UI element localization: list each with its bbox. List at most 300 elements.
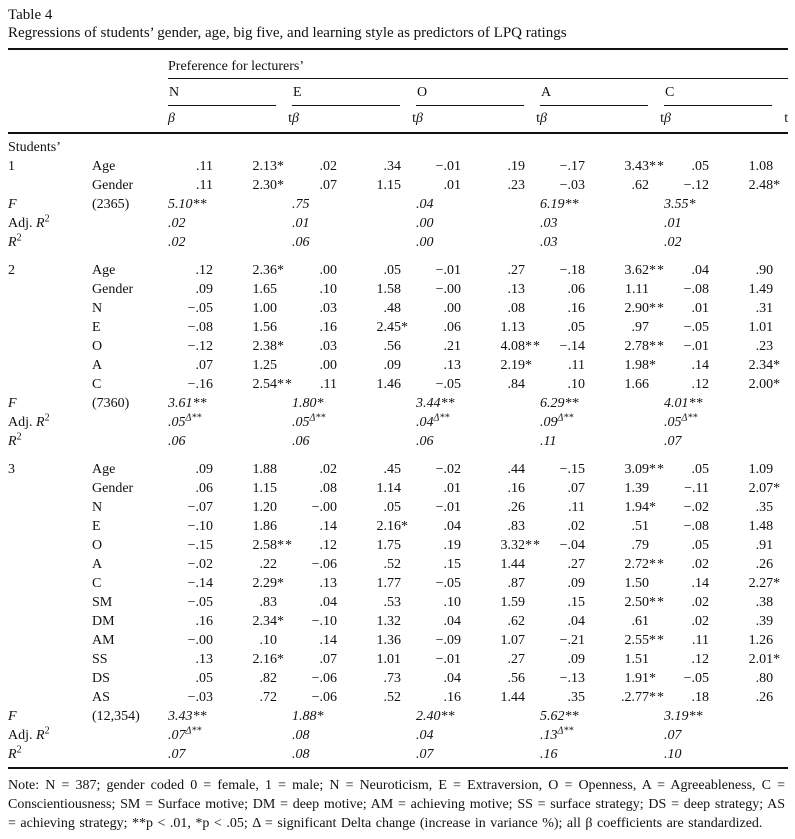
m2-C-O-t-stars xyxy=(525,375,540,394)
m3-SS-E-t-value: 1.01 xyxy=(376,652,401,667)
m3-Age-C-t-value: 1.09 xyxy=(748,462,774,477)
m2-R2-N: .06 xyxy=(168,434,186,449)
m2-E-A-beta: .05 xyxy=(567,320,585,335)
m1-F-O: .04 xyxy=(416,197,434,212)
m1-Age-A-beta: −.17 xyxy=(559,159,585,174)
r2-label xyxy=(8,233,92,252)
m3-SM-N-beta: −.05 xyxy=(187,595,213,610)
m3-SS-A-t xyxy=(585,650,664,669)
m2-R2-O: .06 xyxy=(416,434,434,449)
m3-N-C-t xyxy=(709,498,788,517)
m3-AS-A-t xyxy=(585,688,664,707)
m3-N-A-t-stars: * xyxy=(649,500,657,515)
r2-spacer xyxy=(92,233,168,252)
m2-O-O-beta: .21 xyxy=(443,339,461,354)
m3-DM-O-t-value: .62 xyxy=(507,614,525,629)
m2-O-A-t-value: 2.78 xyxy=(624,339,649,354)
m2-A-A-t xyxy=(585,356,664,375)
m3-N-O-t-stars xyxy=(525,498,540,517)
m2-A-E-t xyxy=(337,356,416,375)
f-df: (12,354) xyxy=(92,709,140,724)
m3-SS-O-t-value: .27 xyxy=(507,652,525,667)
m3-Age-A-t-stars: ** xyxy=(649,462,665,477)
model-spacer xyxy=(8,299,92,318)
m2-N-N-t-value: 1.00 xyxy=(252,301,277,316)
m2-C-N-t-stars: ** xyxy=(277,377,293,392)
f-label xyxy=(8,394,92,413)
m3-DS-E-t-value: .73 xyxy=(383,671,401,686)
m2-adjR2-C xyxy=(664,413,788,432)
model-spacer xyxy=(8,337,92,356)
m3-SM-C-t-stars xyxy=(773,593,788,612)
m3-N-N-t-stars xyxy=(277,498,292,517)
m3-E-O-t-stars xyxy=(525,517,540,536)
m3-A-N-t-value: .22 xyxy=(259,557,277,572)
m2-C-C-t xyxy=(709,375,788,394)
m3-DS-C-t xyxy=(709,669,788,688)
m2-adjR2-O xyxy=(416,413,540,432)
m3-Age-C-t xyxy=(709,460,788,479)
m1-R2-C: .02 xyxy=(664,235,682,250)
data-row xyxy=(8,593,788,612)
predictor-label: O xyxy=(92,339,103,354)
m3-DM-O-t xyxy=(461,612,540,631)
m3-AS-O-t-stars xyxy=(525,688,540,707)
m2-adjR2-E-sup: Δ** xyxy=(309,412,326,424)
model-spacer xyxy=(8,536,92,555)
m2-N-O-t-stars xyxy=(525,299,540,318)
data-row xyxy=(8,356,788,375)
m3-R2-N: .07 xyxy=(168,745,292,768)
m3-Gender-N-beta: .06 xyxy=(195,481,213,496)
m1-Age-N-t xyxy=(213,157,292,176)
m2-adjR2-O-value: .04 xyxy=(416,415,434,430)
m3-AM-O-t-stars xyxy=(525,631,540,650)
m2-Age-A-beta: −.18 xyxy=(559,263,585,278)
m1-Age-E-t-stars xyxy=(401,157,416,176)
m3-DS-O-t-value: .56 xyxy=(507,671,525,686)
m2-A-O-t-value: 2.19 xyxy=(500,358,525,373)
m2-R2-C: .07 xyxy=(664,434,682,449)
m3-AS-E-t-value: .52 xyxy=(383,690,401,705)
beta-header-O: β xyxy=(416,106,461,133)
m2-N-A-t-stars: ** xyxy=(649,301,665,316)
predictor-label: SM xyxy=(92,595,113,610)
m3-F-C: 3.19** xyxy=(664,709,703,724)
m2-Age-N-t-value: 2.36 xyxy=(252,263,277,278)
m3-AS-N-beta: −.03 xyxy=(187,690,213,705)
m1-adjR2-A: .03 xyxy=(540,216,558,231)
m3-SM-O-beta: .10 xyxy=(443,595,461,610)
block-gap-row xyxy=(8,451,788,460)
m1-Age-N-beta: .11 xyxy=(196,159,213,174)
m2-Age-E-t-value: .05 xyxy=(383,263,401,278)
m1-Age-C-t-value: 1.08 xyxy=(748,159,774,174)
m3-AS-E-t xyxy=(337,688,416,707)
m3-Age-O-t xyxy=(461,460,540,479)
adj-r2-label xyxy=(8,413,92,432)
data-row xyxy=(8,669,788,688)
m1-Age-E-t-value: .34 xyxy=(383,159,401,174)
m2-Gender-E-beta: .10 xyxy=(319,282,337,297)
f-df: (2365) xyxy=(92,197,130,212)
m3-SS-E-t-stars xyxy=(401,650,416,669)
m2-A-N-t xyxy=(213,356,292,375)
m2-E-E-beta: .16 xyxy=(319,320,337,335)
m3-AS-O-t-value: 1.44 xyxy=(500,690,525,705)
m3-AM-O-t xyxy=(461,631,540,650)
m2-Age-E-beta: .00 xyxy=(319,263,337,278)
m2-C-E-t xyxy=(337,375,416,394)
m2-A-O-beta: .13 xyxy=(443,358,461,373)
group-spacer xyxy=(8,79,168,107)
m2-E-A-t-value: .97 xyxy=(631,320,649,335)
r2-spacer xyxy=(92,432,168,451)
subheader-row xyxy=(8,106,788,133)
m2-C-C-t-value: 2.00 xyxy=(748,377,774,392)
m3-AS-E-t-stars xyxy=(401,688,416,707)
m3-C-O-beta: −.05 xyxy=(435,576,461,591)
t-header-O: t xyxy=(461,106,540,133)
m3-AS-A-t-value: .2.77 xyxy=(621,690,649,705)
m3-A-C-t-stars xyxy=(773,555,788,574)
m3-SS-O-t xyxy=(461,650,540,669)
m2-adjR2-O-sup: Δ** xyxy=(433,412,450,424)
m3-Gender-C-t-stars: * xyxy=(773,481,782,496)
m3-SM-E-t xyxy=(337,593,416,612)
m2-E-E-t-stars: * xyxy=(401,320,409,335)
table-header xyxy=(8,49,788,133)
m3-N-N-beta: −.07 xyxy=(187,500,213,515)
m3-DM-A-t-value: .61 xyxy=(631,614,649,629)
m2-F-C: 4.01** xyxy=(664,396,703,411)
m2-O-C-beta: −.01 xyxy=(683,339,709,354)
m2-R2-A: .11 xyxy=(540,434,557,449)
m3-A-N-beta: −.02 xyxy=(187,557,213,572)
m1-Age-C-t xyxy=(709,157,788,176)
stat-label-sup: 2 xyxy=(44,725,50,737)
m3-Gender-C-t xyxy=(709,479,788,498)
m3-N-A-t-value: 1.94 xyxy=(624,500,649,515)
section-label: Students’ xyxy=(8,140,61,155)
data-row xyxy=(8,460,788,479)
m2-adjR2-N-value: .05 xyxy=(168,415,186,430)
model-spacer xyxy=(8,555,92,574)
table-number: Table 4 xyxy=(8,7,53,23)
m2-C-E-t-value: 1.46 xyxy=(376,377,401,392)
m2-Age-N-beta: .12 xyxy=(195,263,213,278)
m2-Gender-A-t-value: 1.11 xyxy=(625,282,649,297)
m3-SS-C-beta: .12 xyxy=(691,652,709,667)
m2-E-C-t xyxy=(709,318,788,337)
data-row xyxy=(8,688,788,707)
m1-Gender-E-t-value: 1.15 xyxy=(376,178,401,193)
m3-SM-E-beta: .04 xyxy=(319,595,337,610)
m2-R2-E: .06 xyxy=(292,434,310,449)
table-body xyxy=(8,133,788,768)
m2-Gender-N-beta: .09 xyxy=(195,282,213,297)
m1-Gender-C-beta: −.12 xyxy=(683,178,709,193)
stat-label-letter: R xyxy=(36,728,45,743)
stat-label-letter: R xyxy=(36,216,45,231)
m3-SM-A-t-value: 2.50 xyxy=(624,595,649,610)
model-spacer xyxy=(8,498,92,517)
model-spacer xyxy=(8,631,92,650)
m3-N-E-beta: −.00 xyxy=(311,500,337,515)
stat-label-sup: 2 xyxy=(44,412,50,424)
data-row xyxy=(8,555,788,574)
m2-Age-C-t-stars xyxy=(773,261,788,280)
m3-SM-N-t-value: .83 xyxy=(259,595,277,610)
adj-r2-spacer xyxy=(92,214,168,233)
m3-AM-N-beta: −.00 xyxy=(187,633,213,648)
m3-Age-N-t xyxy=(213,460,292,479)
m3-AM-O-t-value: 1.07 xyxy=(500,633,525,648)
m2-adjR2-C-sup: Δ** xyxy=(681,412,698,424)
m1-F-E: .75 xyxy=(292,197,310,212)
m3-N-O-beta: −.01 xyxy=(435,500,461,515)
m1-Age-N-t-value: 2.13 xyxy=(252,159,277,174)
model-spacer xyxy=(8,612,92,631)
m1-Age-O-beta: −.01 xyxy=(435,159,461,174)
m2-O-E-beta: .03 xyxy=(319,339,337,354)
beta-header-A: β xyxy=(540,106,585,133)
data-row xyxy=(8,318,788,337)
m3-A-E-t-value: .52 xyxy=(383,557,401,572)
adj-r2-row xyxy=(8,214,788,233)
m2-F-N: 3.61** xyxy=(168,396,207,411)
stat-label-prefix: Adj. xyxy=(8,728,36,743)
m2-E-C-t-stars xyxy=(773,318,788,337)
group-header-E xyxy=(292,79,416,107)
m3-AM-C-t xyxy=(709,631,788,650)
m3-O-E-t-stars xyxy=(401,536,416,555)
m3-F-O: 2.40** xyxy=(416,709,455,724)
m3-N-C-t-stars xyxy=(773,498,788,517)
m2-E-O-t-stars xyxy=(525,318,540,337)
m2-Gender-O-beta: −.00 xyxy=(435,282,461,297)
m3-adjR2-N-sup: Δ** xyxy=(185,725,202,737)
m1-Gender-O-t-value: .23 xyxy=(507,178,525,193)
m3-C-N-beta: −.14 xyxy=(187,576,213,591)
m3-E-N-t-value: 1.86 xyxy=(252,519,277,534)
m3-SM-A-t xyxy=(585,593,664,612)
stat-label-letter: R xyxy=(36,415,45,430)
m2-E-C-beta: −.05 xyxy=(683,320,709,335)
m3-DM-A-t-stars xyxy=(649,612,664,631)
t-header-N: t xyxy=(213,106,292,133)
m1-Age-A-t xyxy=(585,157,664,176)
m3-A-N-t xyxy=(213,555,292,574)
m2-N-A-t-value: 2.90 xyxy=(624,301,649,316)
m3-DM-E-beta: −.10 xyxy=(311,614,337,629)
m1-Gender-C-t xyxy=(709,176,788,195)
m3-C-E-t-stars xyxy=(401,574,416,593)
m3-C-A-t-value: 1.50 xyxy=(624,576,649,591)
m3-SS-N-t-value: 2.16 xyxy=(252,652,277,667)
m1-F-C: 3.55* xyxy=(664,197,696,212)
m3-DM-E-t-stars xyxy=(401,612,416,631)
data-row xyxy=(8,299,788,318)
m3-E-A-t xyxy=(585,517,664,536)
m2-O-O-t xyxy=(461,337,540,356)
m2-Age-C-t-value: .90 xyxy=(755,263,774,278)
m3-C-C-t-stars: * xyxy=(773,576,782,591)
m3-DS-C-t-stars xyxy=(773,669,788,688)
m1-Age-E-beta: .02 xyxy=(319,159,337,174)
m2-Age-A-t-value: 3.62 xyxy=(624,263,649,278)
m2-Age-O-t xyxy=(461,261,540,280)
m2-Gender-E-t-stars xyxy=(401,280,416,299)
m1-F-A: 6.19** xyxy=(540,197,579,212)
m3-SS-N-t xyxy=(213,650,292,669)
data-row xyxy=(8,337,788,356)
m3-N-E-t xyxy=(337,498,416,517)
m3-E-C-beta: −.08 xyxy=(683,519,709,534)
m1-Gender-N-beta: .11 xyxy=(196,178,213,193)
m3-R2-A: .16 xyxy=(540,745,664,768)
m2-Age-E-t-stars xyxy=(401,261,416,280)
m3-SS-E-t xyxy=(337,650,416,669)
m3-E-A-t-value: .51 xyxy=(631,519,649,534)
m3-Age-A-beta: −.15 xyxy=(559,462,585,477)
m2-Age-C-beta: .04 xyxy=(691,263,709,278)
r2-label xyxy=(8,432,92,451)
m2-A-C-t xyxy=(709,356,788,375)
group-label-O: O xyxy=(416,83,524,106)
adj-r2-label xyxy=(8,726,92,745)
m3-C-A-t xyxy=(585,574,664,593)
predictor-label: Gender xyxy=(92,481,134,496)
f-letter: F xyxy=(8,396,17,411)
model-spacer xyxy=(8,375,92,394)
m3-C-E-t-value: 1.77 xyxy=(376,576,401,591)
m1-Age-C-t-stars xyxy=(773,157,788,176)
m2-E-A-t-stars xyxy=(649,318,664,337)
m1-Age-A-t-stars: ** xyxy=(649,159,665,174)
m2-C-C-t-stars: * xyxy=(773,377,782,392)
m3-E-O-beta: .04 xyxy=(443,519,461,534)
m2-A-A-t-stars: * xyxy=(649,358,657,373)
m2-adjR2-N-sup: Δ** xyxy=(185,412,202,424)
data-row xyxy=(8,574,788,593)
m3-Gender-N-t xyxy=(213,479,292,498)
m3-SS-C-t-stars: * xyxy=(773,652,782,667)
beta-header-E: β xyxy=(292,106,337,133)
m2-E-O-beta: .06 xyxy=(443,320,461,335)
r2-label xyxy=(8,745,92,768)
m2-A-C-t-stars: * xyxy=(773,358,782,373)
data-row xyxy=(8,631,788,650)
m3-E-E-t-value: 2.16 xyxy=(376,519,401,534)
m3-AS-A-beta: .35 xyxy=(567,690,585,705)
m3-SS-N-t-stars: * xyxy=(277,652,285,667)
predictor-label: O xyxy=(92,538,103,553)
r2-row xyxy=(8,233,788,252)
m3-O-A-t-value: .79 xyxy=(631,538,649,553)
m2-N-C-t-stars xyxy=(773,299,788,318)
m3-Gender-E-t-value: 1.14 xyxy=(376,481,401,496)
m3-N-E-t-value: .05 xyxy=(383,500,401,515)
m2-adjR2-C-value: .05 xyxy=(664,415,682,430)
predictor-label: E xyxy=(92,320,101,335)
predictor-label: C xyxy=(92,576,102,591)
model-number: 1 xyxy=(8,159,15,174)
predictor-label: C xyxy=(92,377,102,392)
m3-DM-C-t-value: .39 xyxy=(755,614,774,629)
m3-SM-C-beta: .02 xyxy=(691,595,709,610)
m3-E-C-t-stars xyxy=(773,517,788,536)
data-row xyxy=(8,536,788,555)
m3-DS-C-beta: −.05 xyxy=(683,671,709,686)
m3-O-E-beta: .12 xyxy=(319,538,337,553)
m2-A-A-beta: .11 xyxy=(568,358,585,373)
m2-A-E-beta: .00 xyxy=(319,358,337,373)
m1-Age-C-beta: .05 xyxy=(691,159,709,174)
m2-adjR2-A-sup: Δ** xyxy=(557,412,574,424)
m3-SM-C-t-value: .38 xyxy=(755,595,774,610)
stat-label-prefix: Adj. xyxy=(8,216,36,231)
model-spacer xyxy=(8,574,92,593)
t-header-E: t xyxy=(337,106,416,133)
group-header-N xyxy=(168,79,292,107)
m2-Gender-N-t-stars xyxy=(277,280,292,299)
m3-AM-E-t-value: 1.36 xyxy=(376,633,401,648)
m2-A-E-t-value: .09 xyxy=(383,358,401,373)
m3-SM-O-t-value: 1.59 xyxy=(500,595,525,610)
m3-DM-C-t-stars xyxy=(773,612,788,631)
m3-DS-A-t xyxy=(585,669,664,688)
data-row xyxy=(8,157,788,176)
m2-Age-E-t xyxy=(337,261,416,280)
regression-table xyxy=(8,48,788,769)
m2-N-E-beta: .03 xyxy=(319,301,337,316)
m3-O-C-t-stars xyxy=(773,536,788,555)
m3-O-E-t xyxy=(337,536,416,555)
m2-N-O-t-value: .08 xyxy=(507,301,525,316)
m2-E-A-t xyxy=(585,318,664,337)
m3-O-N-t xyxy=(213,536,292,555)
m2-E-O-t xyxy=(461,318,540,337)
m2-O-N-t-stars: * xyxy=(277,339,285,354)
m3-AM-A-beta: −.21 xyxy=(559,633,585,648)
m3-Age-O-t-stars xyxy=(525,460,540,479)
m2-E-N-t-value: 1.56 xyxy=(252,320,277,335)
predictor-label: E xyxy=(92,519,101,534)
m2-O-N-t-value: 2.38 xyxy=(252,339,277,354)
m3-DM-N-beta: .16 xyxy=(195,614,213,629)
subhead-spacer xyxy=(8,106,168,133)
m3-DM-O-beta: .04 xyxy=(443,614,461,629)
m1-R2-O: .00 xyxy=(416,235,434,250)
group-label-C: C xyxy=(664,83,772,106)
m3-DS-N-beta: .05 xyxy=(195,671,213,686)
m3-O-C-t-value: .91 xyxy=(755,538,774,553)
m2-adjR2-N xyxy=(168,413,292,432)
m3-SM-E-t-stars xyxy=(401,593,416,612)
m3-Age-N-t-value: 1.88 xyxy=(252,462,277,477)
m3-A-O-t xyxy=(461,555,540,574)
m2-C-E-t-stars xyxy=(401,375,416,394)
f-label xyxy=(8,707,92,726)
m3-A-O-beta: .15 xyxy=(443,557,461,572)
m2-Age-O-t-value: .27 xyxy=(507,263,525,278)
m2-C-N-t xyxy=(213,375,292,394)
m3-C-N-t-stars: * xyxy=(277,576,285,591)
m3-E-N-t-stars xyxy=(277,517,292,536)
m3-AM-A-t-stars: ** xyxy=(649,633,665,648)
m2-C-N-t-value: 2.54 xyxy=(252,377,277,392)
